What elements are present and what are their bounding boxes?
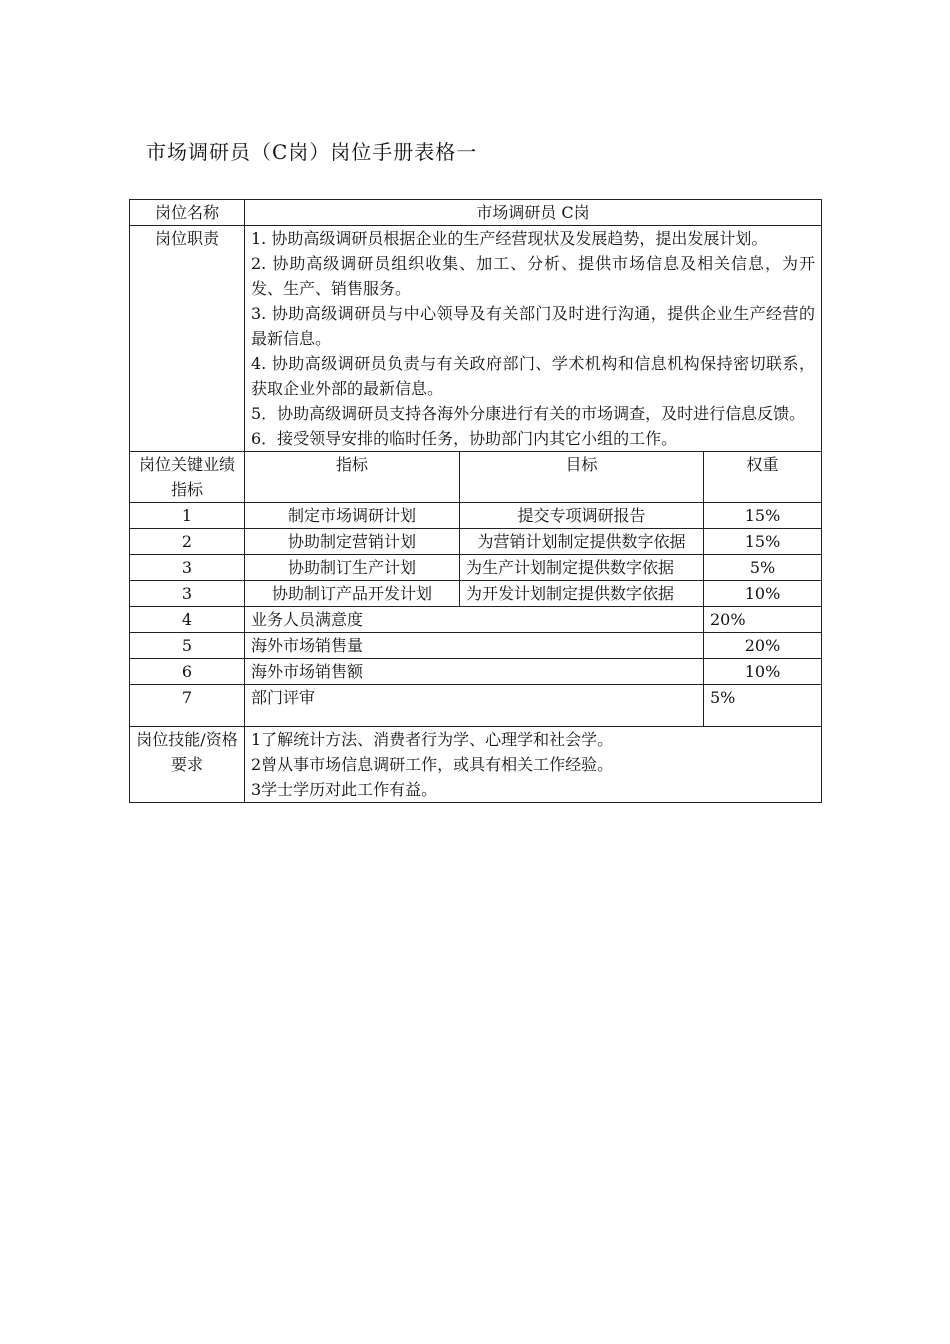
kpi-row	[130, 607, 822, 633]
kpi-row	[130, 659, 822, 685]
skill-item: 2曾从事市场信息调研工作，或具有相关工作经验。	[251, 755, 614, 774]
duty-item: 2. 协助高级调研员组织收集、加工、分析、提供市场信息及相关信息，为开发、生产、销售服务。	[251, 254, 816, 298]
kpi-row-indicator: 部门评审	[245, 685, 704, 727]
kpi-row-weight: 10%	[704, 581, 822, 607]
kpi-row-number: 7	[130, 685, 245, 727]
kpi-row-indicator: 海外市场销售量	[245, 633, 704, 659]
skill-item: 1了解统计方法、消费者行为学、心理学和社会学。	[251, 730, 614, 749]
kpi-row-indicator: 制定市场调研计划	[245, 503, 460, 529]
kpi-header-weight: 权重	[704, 452, 822, 503]
kpi-row-indicator: 协助制定营销计划	[245, 529, 460, 555]
duty-item: 4. 协助高级调研员负责与有关政府部门、学术机构和信息机构保持密切联系，获取企业外部的最新信息。	[251, 354, 816, 398]
skills-label: 岗位技能/资格要求	[130, 727, 245, 803]
kpi-row-target: 提交专项调研报告	[460, 503, 704, 529]
kpi-row-number: 1	[130, 503, 245, 529]
kpi-row-weight: 5%	[704, 685, 822, 727]
kpi-row-weight: 15%	[704, 529, 822, 555]
kpi-row-target: 为营销计划制定提供数字依据	[460, 529, 704, 555]
kpi-row-indicator: 协助制订产品开发计划	[245, 581, 460, 607]
kpi-row-indicator: 协助制订生产计划	[245, 555, 460, 581]
skill-item: 3学士学历对此工作有益。	[251, 780, 438, 799]
kpi-row	[130, 633, 822, 659]
duty-item: 6．接受领导安排的临时任务，协助部门内其它小组的工作。	[251, 429, 678, 448]
duty-item: 3. 协助高级调研员与中心领导及有关部门及时进行沟通，提供企业生产经营的最新信息。	[251, 304, 816, 348]
kpi-row-weight: 5%	[704, 555, 822, 581]
kpi-row	[130, 581, 822, 607]
kpi-row-target: 为生产计划制定提供数字依据	[460, 555, 704, 581]
kpi-row-target: 为开发计划制定提供数字依据	[460, 581, 704, 607]
post-duties-row	[130, 226, 822, 452]
document-title: 市场调研员（C岗）岗位手册表格一	[146, 140, 478, 164]
kpi-row-weight: 15%	[704, 503, 822, 529]
kpi-row	[130, 555, 822, 581]
kpi-row	[130, 529, 822, 555]
kpi-row-number: 3	[130, 581, 245, 607]
kpi-row-number: 5	[130, 633, 245, 659]
post-duties-label: 岗位职责	[130, 226, 245, 452]
post-duties-list	[245, 226, 822, 452]
kpi-row	[130, 685, 822, 727]
duty-item: 5．协助高级调研员支持各海外分康进行有关的市场调查，及时进行信息反馈。	[251, 404, 806, 423]
duty-item: 1. 协助高级调研员根据企业的生产经营现状及发展趋势，提出发展计划。	[251, 229, 768, 248]
post-name-row	[130, 200, 822, 226]
kpi-row-number: 2	[130, 529, 245, 555]
post-name-label: 岗位名称	[130, 200, 245, 226]
kpi-row-indicator: 业务人员满意度	[245, 607, 704, 633]
kpi-row-weight: 20%	[704, 633, 822, 659]
job-manual-table	[129, 199, 822, 803]
kpi-row-number: 4	[130, 607, 245, 633]
kpi-row-number: 3	[130, 555, 245, 581]
kpi-header-indicator: 指标	[245, 452, 460, 503]
kpi-row-weight: 10%	[704, 659, 822, 685]
post-name-value: 市场调研员 C岗	[245, 200, 822, 226]
kpi-row-weight: 20%	[704, 607, 822, 633]
kpi-label: 岗位关键业绩指标	[130, 452, 245, 503]
skills-row	[130, 727, 822, 803]
kpi-row-indicator: 海外市场销售额	[245, 659, 704, 685]
skills-list	[245, 727, 822, 803]
kpi-row-number: 6	[130, 659, 245, 685]
kpi-row	[130, 503, 822, 529]
kpi-header-target: 目标	[460, 452, 704, 503]
kpi-header-row	[130, 452, 822, 503]
